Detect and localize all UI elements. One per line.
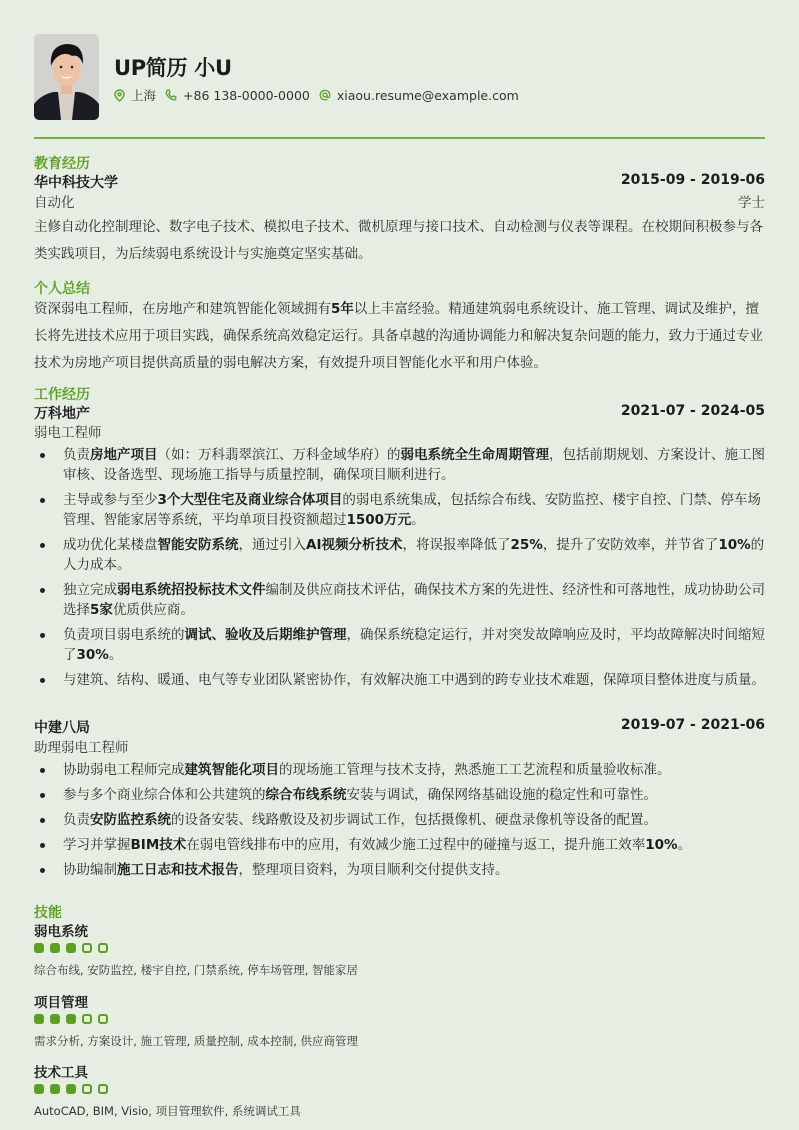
- job-dates: 2019-07 - 2021-06: [620, 717, 765, 733]
- skill-dot-filled-icon: [50, 1014, 60, 1024]
- education-dates: 2015-09 - 2019-06: [620, 172, 765, 188]
- bullet-text: 优质供应商。: [112, 602, 194, 618]
- bullet-text: ，提升了安防效率，并节省了: [542, 537, 719, 553]
- job-bullet-item: [34, 445, 765, 485]
- skill-dot-filled-icon: [66, 943, 76, 953]
- skill-dot-filled-icon: [66, 1084, 76, 1094]
- bullet-text: ，将误报率降低了: [402, 537, 511, 553]
- contact-info: [114, 86, 528, 104]
- job-bullet-item: [34, 835, 765, 855]
- bullet-text: 主导或参与至少: [63, 492, 158, 508]
- bullet-text: 的现场施工管理与技术支持，熟悉施工工艺流程和质量验收标准。: [279, 762, 671, 778]
- skill-dot-filled-icon: [34, 1014, 44, 1024]
- job-bullet-item: [34, 760, 765, 780]
- skill-dot-filled-icon: [50, 943, 60, 953]
- bullet-highlight: 建筑智能化项目: [184, 762, 279, 778]
- skill-dot-empty-icon: [98, 1084, 108, 1094]
- bullet-text: 协助编制: [63, 862, 117, 878]
- bullet-highlight: 智能安防系统: [157, 537, 239, 553]
- education-sub-row: [34, 191, 765, 211]
- skill-dot-filled-icon: [50, 1084, 60, 1094]
- bullet-text: （如：万科翡翠滨江、万科金域华府）的: [157, 447, 401, 463]
- bullet-text: 协助弱电工程师完成: [63, 762, 185, 778]
- bullet-text: 的弱电系统集成，包括综合布线、安防监控、楼宇自控、门禁、停车场管理、智能家居等系统，平均单项目投资额超过: [63, 492, 761, 528]
- job-header-row: [34, 717, 765, 737]
- contact-phone: [165, 88, 310, 103]
- bullet-text: 。: [108, 647, 123, 663]
- bullet-text: 在弱电管线排布中的应用，有效减少施工过程中的碰撞与返工，提升施工效率: [186, 837, 646, 853]
- job-bullet-item: [34, 785, 765, 805]
- bullet-text: 编制及供应商技术评估，确保技术方案的先进性、经济性和可落地性，成功协助公司选择: [63, 582, 765, 618]
- candidate-name: UP简历 小U: [114, 56, 232, 80]
- bullet-highlight: 房地产项目: [90, 447, 158, 463]
- skill-level-dots: [34, 1084, 114, 1094]
- job-bullet-item: [34, 490, 765, 530]
- bullet-text: 参与多个商业综合体和公共建筑的: [63, 787, 266, 803]
- job-dates: 2021-07 - 2024-05: [620, 403, 765, 419]
- skill-dot-empty-icon: [98, 943, 108, 953]
- company-name: 中建八局: [34, 720, 90, 736]
- at-sign-icon: [319, 89, 331, 101]
- bullet-text: ，通过引入: [238, 537, 306, 553]
- bullet-text: ，整理项目资料，为项目顺利交付提供支持。: [238, 862, 509, 878]
- header-divider: [34, 137, 765, 139]
- contact-location: [114, 86, 156, 104]
- location-pin-icon: [114, 89, 125, 102]
- job-role-row: [34, 736, 765, 756]
- summary-highlight: 5年: [331, 301, 354, 317]
- bullet-text: 负责: [63, 812, 90, 828]
- summary-text-part: 资深弱电工程师，在房地产和建筑智能化领域拥有: [34, 301, 331, 317]
- summary-text: [34, 296, 765, 377]
- job-bullet-item: [34, 535, 765, 575]
- skill-description: 综合布线, 安防监控, 楼宇自控, 门禁系统, 停车场管理, 智能家居: [34, 963, 359, 977]
- skill-name: 弱电系统: [34, 924, 88, 940]
- work-section-title: 工作经历: [34, 387, 90, 403]
- skill-dot-empty-icon: [82, 1084, 92, 1094]
- skill-dot-filled-icon: [66, 1014, 76, 1024]
- major: 自动化: [34, 195, 75, 211]
- bullet-text: 安装与调试，确保网络基础设施的稳定性和可靠性。: [346, 787, 657, 803]
- job-header-row: [34, 403, 765, 423]
- skills-section-title: 技能: [34, 905, 62, 921]
- bullet-text: 独立完成: [63, 582, 117, 598]
- bullet-text: 的人力成本。: [63, 537, 765, 573]
- skill-dot-empty-icon: [98, 1014, 108, 1024]
- avatar: [34, 34, 99, 120]
- bullet-text: 成功优化某楼盘: [63, 537, 158, 553]
- degree: 学士: [738, 195, 765, 211]
- skill-dot-filled-icon: [34, 943, 44, 953]
- bullet-highlight: 3个大型住宅及商业综合体项目: [157, 492, 343, 508]
- company-name: 万科地产: [34, 406, 90, 422]
- job-bullet-item: [34, 580, 765, 620]
- bullet-text: 负责项目弱电系统的: [63, 627, 185, 643]
- skill-dot-empty-icon: [82, 943, 92, 953]
- skill-name: 项目管理: [34, 995, 88, 1011]
- email-text[interactable]: xiaou.resume@example.com: [336, 87, 519, 103]
- phone-icon: [165, 89, 177, 101]
- school-name: 华中科技大学: [34, 175, 118, 191]
- bullet-text: 的设备安装、线路敷设及初步调试工作，包括摄像机、硬盘录像机等设备的配置。: [171, 812, 657, 828]
- summary-section-title: 个人总结: [34, 281, 90, 297]
- bullet-highlight: 10%: [718, 537, 751, 553]
- skill-dot-empty-icon: [82, 1014, 92, 1024]
- bullet-highlight: 施工日志和技术报告: [117, 862, 239, 878]
- bullet-highlight: AI视频分析技术: [306, 537, 403, 553]
- phone-text: +86 138-0000-0000: [183, 87, 310, 103]
- bullet-text: ，确保系统稳定运行，并对突发故障响应及时，平均故障解决时间缩短了: [63, 627, 765, 663]
- bullet-text: 与建筑、结构、暖通、电气等专业团队紧密协作，有效解决施工中遇到的跨专业技术难题，保障项目整体进度与质量。: [63, 672, 765, 688]
- bullet-text: 。: [411, 512, 425, 528]
- skill-description: AutoCAD, BIM, Visio, 项目管理软件, 系统调试工具: [34, 1104, 301, 1118]
- job-role-row: [34, 421, 765, 441]
- bullet-highlight: 安防监控系统: [90, 812, 171, 828]
- job-bullet-item: [34, 625, 765, 665]
- job-bullet-item: [34, 670, 765, 690]
- bullet-text: 负责: [63, 447, 90, 463]
- job-bullet-list: [34, 445, 765, 695]
- job-bullet-item: [34, 810, 765, 830]
- bullet-highlight: 30%: [76, 647, 109, 663]
- skill-name: 技术工具: [34, 1065, 88, 1081]
- bullet-text: 。: [677, 837, 692, 853]
- education-description: 主修自动化控制理论、数字电子技术、模拟电子技术、微机原理与接口技术、自动检测与仪表等课程。在校期间积极参与各类实践项目，为后续弱电系统设计与实施奠定坚实基础。: [34, 219, 763, 262]
- bullet-highlight: 25%: [510, 537, 543, 553]
- job-role: 助理弱电工程师: [34, 740, 129, 756]
- job-bullet-item: [34, 860, 765, 880]
- bullet-highlight: BIM技术: [130, 837, 187, 853]
- bullet-text: 学习并掌握: [63, 837, 131, 853]
- contact-email[interactable]: [319, 88, 519, 103]
- job-role: 弱电工程师: [34, 425, 102, 441]
- skill-level-dots: [34, 943, 114, 953]
- bullet-highlight: 调试、验收及后期维护管理: [184, 627, 347, 643]
- skill-level-dots: [34, 1014, 114, 1024]
- bullet-highlight: 1500万元: [346, 512, 412, 528]
- bullet-highlight: 10%: [645, 837, 678, 853]
- bullet-highlight: 弱电系统全生命周期管理: [400, 447, 549, 463]
- bullet-highlight: 弱电系统招投标技术文件: [117, 582, 266, 598]
- bullet-highlight: 5家: [90, 602, 113, 618]
- education-section-title: 教育经历: [34, 156, 90, 172]
- summary-text-part: 以上丰富经验。精通建筑弱电系统设计、施工管理、调试及维护，擅长将先进技术应用于项目实践，确保系统高效稳定运行。具备卓越的沟通协调能力和解决复杂问题的能力，致力于通过专业技术为房地产项目提供高质量的弱电解决方案，有效提升项目智能化水平和用户体验。: [34, 301, 763, 371]
- resume-header: [34, 34, 765, 120]
- bullet-highlight: 综合布线系统: [265, 787, 347, 803]
- skill-description: 需求分析, 方案设计, 施工管理, 质量控制, 成本控制, 供应商管理: [34, 1034, 359, 1048]
- education-header-row: [34, 172, 765, 192]
- bullet-text: ，包括前期规划、方案设计、施工图审核、设备选型、现场施工指导与质量控制，确保项目顺利进行。: [63, 447, 765, 483]
- skill-dot-filled-icon: [34, 1084, 44, 1094]
- job-bullet-list: [34, 760, 765, 885]
- location-text: 上海: [131, 88, 157, 103]
